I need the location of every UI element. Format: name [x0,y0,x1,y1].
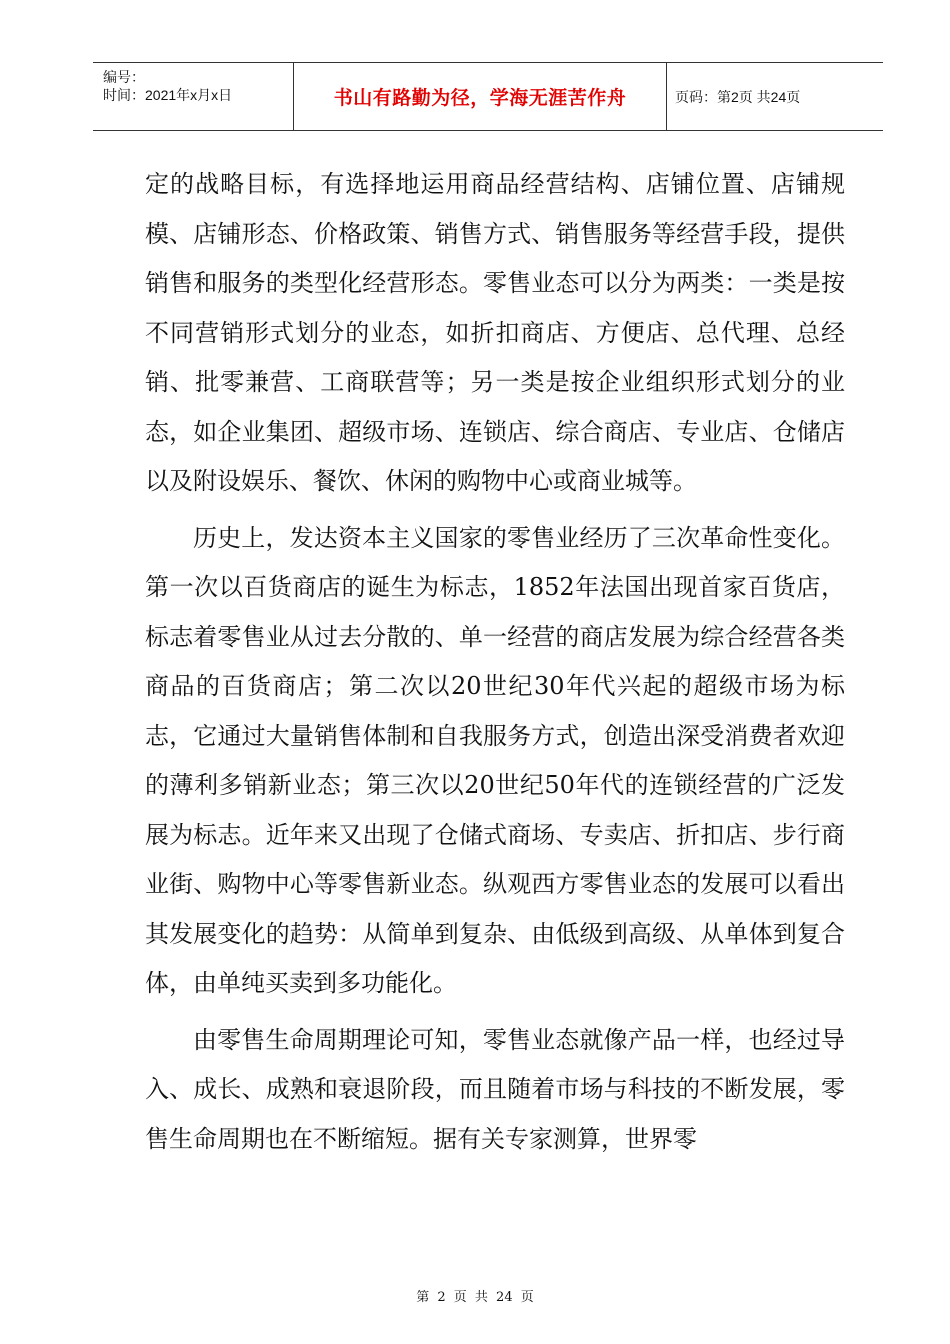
header-motto: 书山有路勤为径，学海无涯苦作舟 [333,87,627,109]
header-meta-cell [93,63,294,130]
body-paragraph: 由零售生命周期理论可知，零售业态就像产品一样，也经过导入、成长、成熟和衰退阶段，而且随着市场与科技的不断发展，零售生命周期也在不断缩短。据有关专家测算，世界零 [145,1025,845,1153]
body-paragraph: 历史上，发达资本主义国家的零售业经历了三次革命性变化。第一次以百货商店的诞生为标志，1852年法国出现首家百货店，标志着零售业从过去分散的、单一经营的商店发展为综合经营各类商品的百货商店；第二次以20世纪30年代兴起的超级市场为标志，它通过大量销售体制和自我服务方式，创造出深受消费者欢迎的薄利多销新业态；第三次以20世纪50年代的连锁经营的广泛发展为标志。近年来又出现了仓储式商场、专卖店、折扣店、步行商业街、购物中心等零售新业态。纵观西方零售业态的发展可以看出其发展变化的趋势：从简单到复杂、由低级到高级、从单体到复合体，由单纯买卖到多功能化。 [145,523,845,997]
document-body [145,160,845,1164]
header-page-cell [667,63,883,130]
header-motto-cell [294,63,667,130]
header-page-info: 页码：第2页 共24页 [675,88,801,105]
body-paragraph: 定的战略目标，有选择地运用商品经营结构、店铺位置、店铺规模、店铺形态、价格政策、销售方式、销售服务等经营手段，提供销售和服务的类型化经营形态。零售业态可以分为两类：一类是按不同营销形式划分的业态，如折扣商店、方便店、总代理、总经销、批零兼营、工商联营等；另一类是按企业组织形式划分的业态，如企业集团、超级市场、连锁店、综合商店、专业店、仓储店以及附设娱乐、餐饮、休闲的购物中心或商业城等。 [145,170,845,495]
page-header [93,62,883,131]
document-time-label: 时间：2021年x月x日 [103,87,233,103]
page-footer: 第 2 页 共 24 页 [416,1290,534,1305]
document-number-label: 编号： [103,69,145,85]
